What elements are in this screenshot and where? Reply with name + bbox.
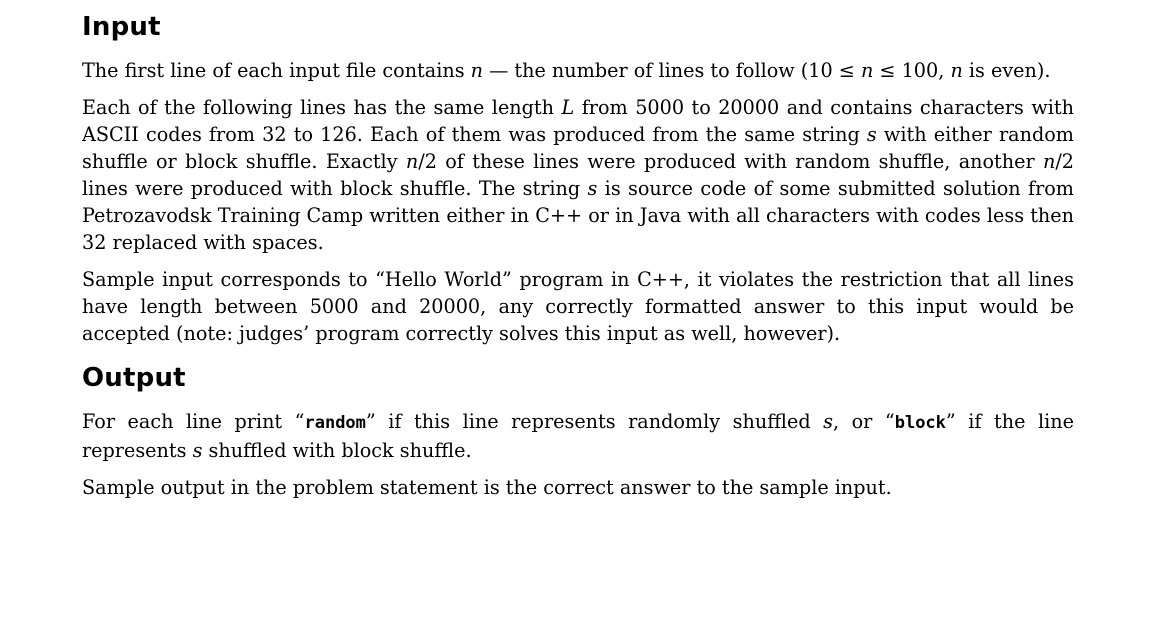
math-variable: n: [405, 150, 419, 173]
math-variable: L: [561, 96, 575, 119]
math-variable: s: [866, 123, 877, 146]
problem-section: [82, 8, 1074, 501]
text-run: /2 lines were produced with block shuffle. The string: [82, 150, 1075, 200]
output-paragraph-2: Sample output in the problem statement is the correct answer to the sample input.: [82, 476, 892, 499]
text-run: The first line of each input file contains: [82, 59, 471, 82]
text-run: from 5000 to 20000 and contains characters with ASCII codes from 32 to 126. Each of them was produced from the same string: [82, 96, 1074, 146]
code-literal-block: block: [894, 413, 946, 433]
text-run: with either random shuffle or block shuffle. Exactly: [82, 123, 1074, 173]
text-run: , or “: [833, 410, 895, 433]
math-variable: s: [823, 410, 833, 433]
math-variable: n: [1042, 150, 1056, 173]
input-paragraph-1: [82, 57, 1074, 84]
text-run: /2 of these lines were produced with random shuffle, another: [418, 150, 1043, 173]
output-paragraph-1: [82, 408, 1074, 464]
input-paragraph-3: Sample input corresponds to “Hello World” program in C++, it violates the restriction that all lines have length between 5000 and 20000, any correctly formatted answer to this input would be accepted (note: judges’ program correctly solves this input as well, however).: [82, 268, 1074, 345]
math-variable: n: [950, 59, 963, 82]
input-heading: Input: [82, 12, 161, 42]
text-run: shuffled with block shuffle.: [202, 439, 472, 462]
text-run: is source code of some submitted solution from Petrozavodsk Training Camp written either in C++ or in Java with all characters with codes less then 32 replaced with spaces.: [82, 177, 1074, 254]
text-run: ” if this line represents randomly shuffled: [365, 410, 824, 433]
math-variable: n: [860, 59, 874, 82]
math-variable: s: [192, 439, 203, 462]
input-paragraph-2: [82, 94, 1074, 256]
text-run: Each of the following lines has the same length: [82, 96, 562, 119]
math-variable: n: [470, 59, 484, 82]
text-run: For each line print “: [82, 410, 305, 433]
text-run: is even).: [962, 59, 1051, 82]
math-variable: s: [587, 177, 598, 200]
text-run: ” if the line represents: [82, 410, 1074, 462]
text-run: ≤ 100,: [873, 59, 951, 82]
code-literal-random: random: [304, 413, 366, 433]
output-heading: Output: [82, 363, 186, 393]
text-run: — the number of lines to follow (10 ≤: [483, 59, 861, 82]
